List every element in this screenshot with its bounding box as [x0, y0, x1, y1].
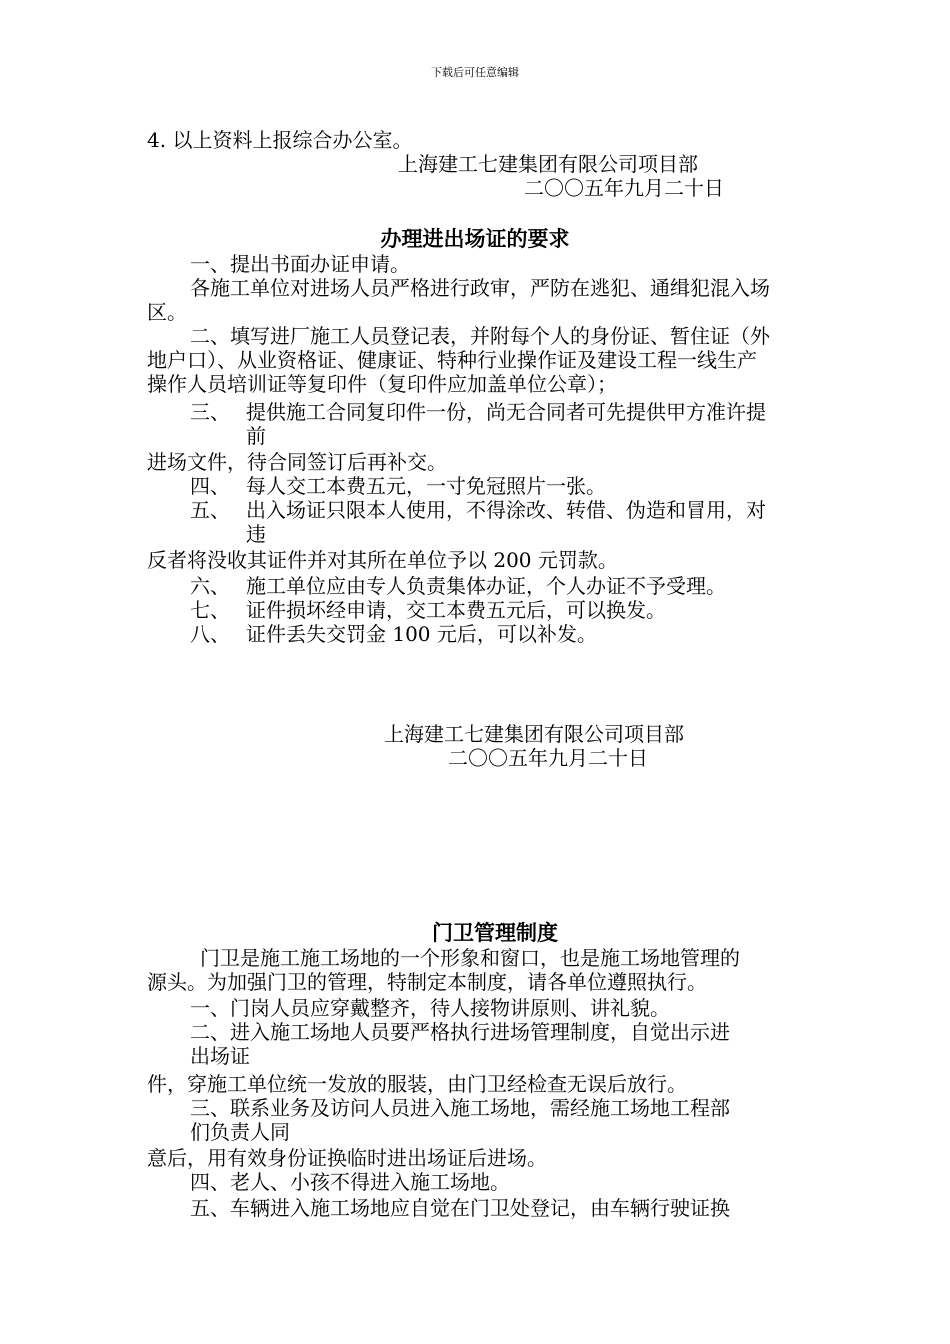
section-title-gate-management: 门卫管理制度 — [432, 921, 558, 945]
paragraph: 区。 — [147, 300, 187, 324]
paragraph: 证件丢失交罚金 100 元后，可以补发。 — [246, 622, 597, 646]
signature-date: 二〇〇五年九月二十日 — [448, 746, 648, 770]
list-number: 四、 — [190, 474, 230, 498]
paragraph: 施工单位应由专人负责集体办证，个人办证不予受理。 — [246, 574, 726, 598]
paragraph: 三、联系业务及访问人员进入施工场地，需经施工场地工程部 — [190, 1096, 730, 1120]
paragraph: 前 — [246, 424, 266, 448]
paragraph: 出入场证只限本人使用，不得涂改、转借、伪造和冒用，对 — [246, 498, 766, 522]
list-number: 六、 — [190, 574, 230, 598]
paragraph: 反者将没收其证件并对其所在单位予以 200 元罚款。 — [147, 548, 618, 572]
section-title-pass-requirements: 办理进出场证的要求 — [380, 227, 570, 251]
paragraph: 操作人员培训证等复印件（复印件应加盖单位公章）； — [147, 372, 617, 396]
paragraph: 地户口）、从业资格证、健康证、特种行业操作证及建设工程一线生产 — [147, 348, 757, 372]
paragraph: 违 — [246, 522, 266, 546]
org-signature: 上海建工七建集团有限公司项目部 — [384, 722, 684, 746]
paragraph: 一、提出书面办证申请。 — [190, 252, 410, 276]
paragraph: 件，穿施工单位统一发放的服装，由门卫经检查无误后放行。 — [147, 1072, 687, 1096]
org-signature: 上海建工七建集团有限公司项目部 — [398, 152, 698, 176]
item-4: 4. 以上资料上报综合办公室。 — [147, 128, 413, 152]
paragraph: 出场证 — [190, 1044, 250, 1068]
paragraph: 每人交工本费五元，一寸免冠照片一张。 — [246, 474, 606, 498]
paragraph: 一、门岗人员应穿戴整齐，待人接物讲原则、讲礼貌。 — [190, 996, 670, 1020]
paragraph: 源头。为加强门卫的管理，特制定本制度，请各单位遵照执行。 — [147, 970, 707, 994]
paragraph: 各施工单位对进场人员严格进行政审，严防在逃犯、通缉犯混入场 — [190, 276, 770, 300]
signature-date: 二〇〇五年九月二十日 — [524, 176, 724, 200]
paragraph: 们负责人同 — [190, 1120, 290, 1144]
paragraph: 四、老人、小孩不得进入施工场地。 — [190, 1170, 510, 1194]
paragraph: 门卫是施工施工场地的一个形象和窗口，也是施工场地管理的 — [200, 946, 740, 970]
list-number: 七、 — [190, 598, 230, 622]
paragraph: 五、车辆进入施工场地应自觉在门卫处登记，由车辆行驶证换 — [190, 1196, 730, 1220]
paragraph: 二、进入施工场地人员要严格执行进场管理制度，自觉出示进 — [190, 1020, 730, 1044]
list-number: 五、 — [190, 498, 230, 522]
paragraph: 进场文件，待合同签订后再补交。 — [147, 450, 447, 474]
paragraph: 提供施工合同复印件一份，尚无合同者可先提供甲方准许提 — [246, 400, 766, 424]
list-number: 八、 — [190, 622, 230, 646]
paragraph: 证件损坏经申请，交工本费五元后，可以换发。 — [246, 598, 666, 622]
paragraph: 意后，用有效身份证换临时进出场证后进场。 — [147, 1146, 547, 1170]
page-header: 下载后可任意编辑 — [431, 66, 519, 79]
paragraph: 二、填写进厂施工人员登记表，并附每个人的身份证、暂住证（外 — [190, 324, 770, 348]
list-number: 三、 — [190, 400, 230, 424]
